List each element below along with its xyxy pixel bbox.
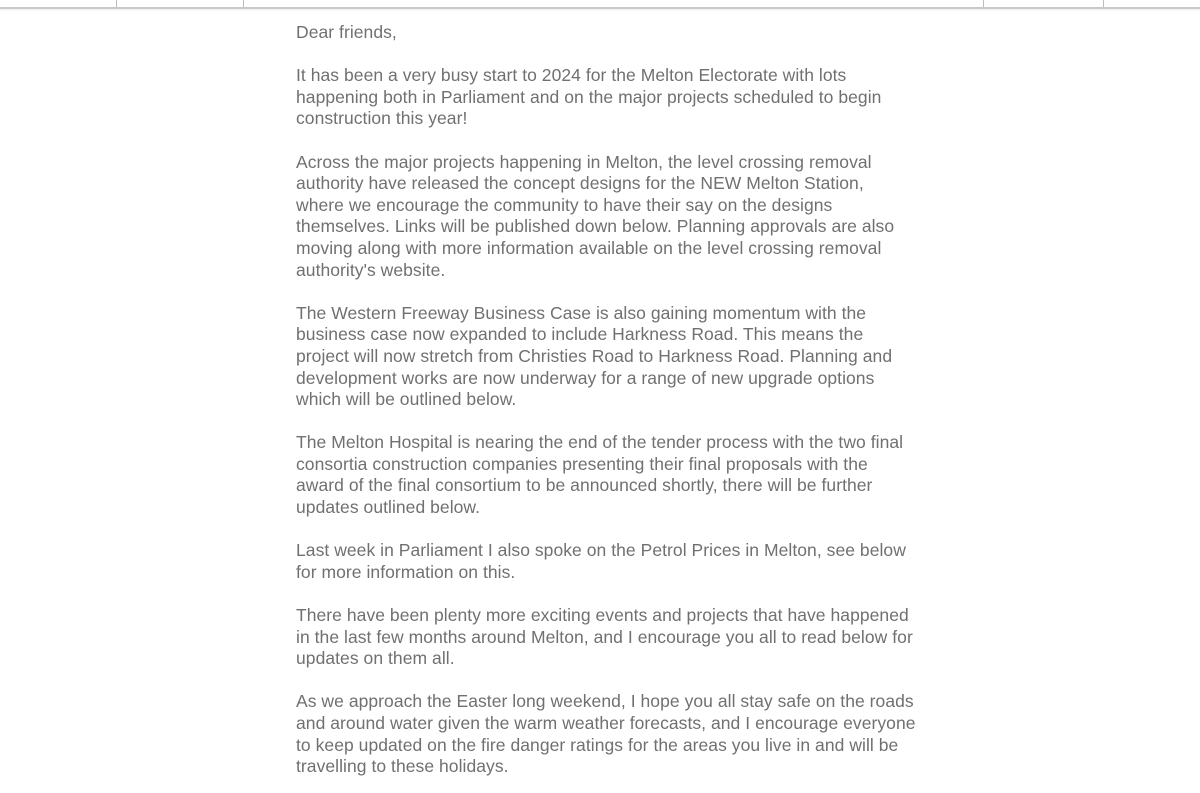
paragraph-easter: As we approach the Easter long weekend, I hope you all stay safe on the roads and around water given the warm weather forecasts, and I encourage everyone to keep updated on the fire danger ratings for the areas you live in and will be travelling to these holidays. <box>296 691 916 777</box>
table-divider <box>243 0 244 7</box>
paragraph-melton-station: Across the major projects happening in Melton, the level crossing removal authority have released the concept designs for the NEW Melton Station, where we encourage the community to have their say on the designs themselves. Links will be published down below. Planning approvals are also moving along with more information available on the level crossing removal authority's website. <box>296 151 895 280</box>
paragraph-western-freeway: The Western Freeway Business Case is also gaining momentum with the business case now expanded to include Harkness Road. This means the project will now stretch from Christies Road to Harkness Road. Planning and development works are now underway for a range of new upgrade options which will be outlined below. <box>296 302 893 410</box>
table-divider <box>983 0 984 7</box>
table-divider <box>116 0 117 7</box>
table-divider <box>1103 0 1104 7</box>
salutation: Dear friends, <box>296 22 397 42</box>
paragraph-events: There have been plenty more exciting events and projects that have happened in the last few months around Melton, and I encourage you all to read below for updates on them all. <box>296 605 913 669</box>
letter-body <box>296 22 916 793</box>
top-table-edge <box>0 0 1200 9</box>
paragraph-petrol-prices: Last week in Parliament I also spoke on the Petrol Prices in Melton, see below for more information on this. <box>296 540 906 582</box>
paragraph-intro: It has been a very busy start to 2024 for the Melton Electorate with lots happening both in Parliament and on the major projects scheduled to begin construction this year! <box>296 65 882 129</box>
paragraph-melton-hospital: The Melton Hospital is nearing the end of the tender process with the two final consortia construction companies presenting their final proposals with the award of the final consortium to be announced shortly, there will be further updates outlined below. <box>296 432 904 518</box>
